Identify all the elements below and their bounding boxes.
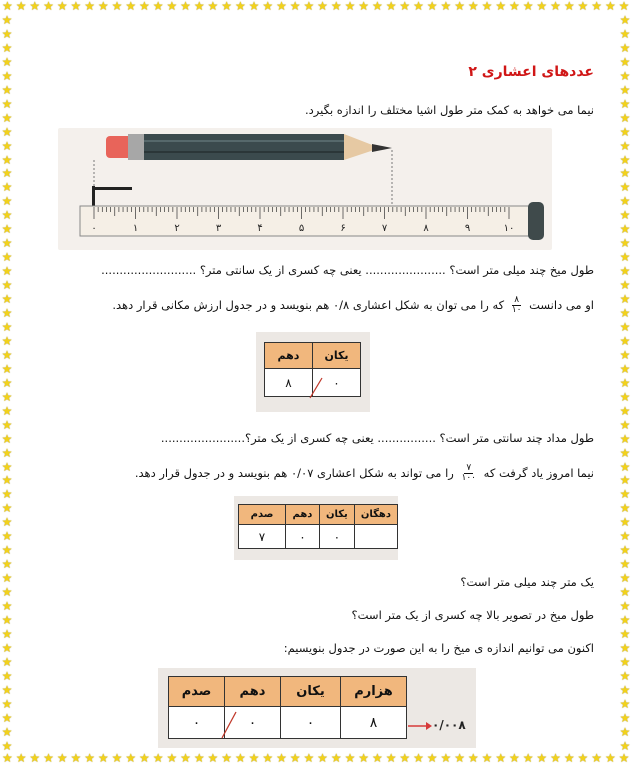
ruler-label: ۷ [381,223,388,234]
star-icon: ★ [303,0,315,13]
star-icon: ★ [207,751,219,765]
star-icon: ★ [1,124,13,139]
place-value-table-3 [168,676,341,739]
star-icon: ★ [619,26,631,41]
star-icon: ★ [1,40,13,55]
star-icon: ★ [1,599,13,614]
star-icon: ★ [495,751,507,765]
table1-cell-tenths: ۸ [265,369,313,397]
star-icon: ★ [97,0,109,13]
star-icon: ★ [1,668,13,683]
star-icon: ★ [84,751,95,765]
p1-before: او می دانست [529,298,594,312]
star-icon: ★ [619,599,631,614]
star-icon: ★ [1,626,13,641]
star-icon: ★ [1,152,13,167]
star-icon: ★ [70,751,82,765]
star-icon: ★ [577,0,589,13]
table3-header-thousandths: هزارم [341,677,407,707]
star-icon: ★ [618,0,630,13]
star-icon: ★ [619,682,631,697]
star-icon: ★ [619,138,631,153]
place-value-table-2-photo [234,496,398,560]
star-icon: ★ [1,333,13,348]
ruler-label: ۶ [340,223,346,234]
star-icon: ★ [1,710,13,725]
star-icon: ★ [619,54,631,69]
star-icon: ★ [1,361,13,376]
star-icon: ★ [344,0,356,13]
star-icon: ★ [1,738,13,753]
star-icon: ★ [619,13,631,27]
star-icon: ★ [1,403,13,418]
table3-cell-ones: ۰ [281,707,341,739]
pencil-ferrule [128,134,144,160]
star-icon: ★ [619,403,631,418]
ruler-label: ۹ [464,223,471,234]
star-icon: ★ [1,654,13,669]
star-icon: ★ [618,751,630,765]
instruction-write-in-table: اکنون می توانیم اندازه ی میخ را به این صورت در جدول بنویسیم: [283,641,594,655]
star-icon: ★ [1,264,13,279]
decimal-slash-3 [220,710,238,740]
star-icon: ★ [1,417,13,432]
star-icon: ★ [1,724,13,739]
star-icon: ★ [1,375,13,390]
star-icon: ★ [385,751,397,765]
place-value-table-3-thousandths [340,676,407,739]
star-icon: ★ [1,82,13,97]
table2-cell-ones: ۰ [319,525,354,549]
star-icon: ★ [166,0,178,13]
star-icon: ★ [193,0,205,13]
star-icon: ★ [619,640,631,655]
p1-after: که را می توان به شکل اعشاری ۰/۸ هم بنویسد و در جدول ارزش مکانی قرار دهد. [112,298,505,312]
star-icon: ★ [619,487,631,502]
star-icon: ★ [619,417,631,432]
star-icon: ★ [43,0,54,13]
star-icon: ★ [550,751,561,765]
question-pencil-cm: طول مداد چند سانتی متر است؟ ................ یعنی چه کسری از یک متر؟....................... [160,431,594,445]
ruler-label: ۰ [91,223,97,234]
star-icon: ★ [276,751,287,765]
star-icon: ★ [619,68,631,83]
star-icon: ★ [180,0,191,13]
star-icon: ★ [70,0,82,13]
ruler-label: ۲ [174,223,180,234]
star-icon: ★ [619,501,631,516]
question-nail-fraction-meter: طول میخ در تصویر بالا چه کسری از یک متر است؟ [351,608,594,622]
star-icon: ★ [619,222,631,237]
p2-after: را می تواند به شکل اعشاری ۰/۰۷ هم بنویسد و در جدول قرار دهد. [134,466,454,480]
star-icon: ★ [2,0,13,13]
star-icon: ★ [481,751,493,765]
table2-cell-tens [354,525,397,549]
star-icon: ★ [317,0,328,13]
star-icon: ★ [619,543,631,558]
star-icon: ★ [221,751,233,765]
star-icon: ★ [619,459,631,474]
star-icon: ★ [619,515,631,530]
paragraph-fraction-8-10 [112,296,594,315]
ruler-end-cap [528,202,544,240]
table3-header-tenths: دهم [225,677,281,707]
star-icon: ★ [139,0,150,13]
star-icon: ★ [467,751,479,765]
table2-header-tenths: دهم [286,505,320,525]
star-icon: ★ [426,751,438,765]
star-icon: ★ [454,751,465,765]
star-icon: ★ [303,751,315,765]
star-icon: ★ [399,0,411,13]
star-icon: ★ [509,751,520,765]
decimal-result: ۰/۰۰۸ [432,718,466,732]
table3-header-ones: یکان [281,677,341,707]
star-icon: ★ [221,0,233,13]
star-icon: ★ [619,654,631,669]
star-icon: ★ [1,208,13,223]
star-icon: ★ [619,82,631,97]
arrow-icon [408,720,432,732]
star-icon: ★ [619,710,631,725]
star-icon: ★ [1,529,13,544]
star-icon: ★ [467,0,479,13]
star-icon: ★ [371,751,383,765]
star-icon: ★ [536,0,548,13]
star-icon: ★ [619,292,631,307]
star-icon: ★ [1,445,13,460]
star-border-right [618,14,632,752]
table2-header-tens: دهگان [354,505,397,525]
star-icon: ★ [619,110,631,125]
pencil-ruler-illustration [58,128,552,250]
ruler-label: ۴ [257,223,263,234]
star-icon: ★ [619,557,631,572]
star-icon: ★ [248,0,260,13]
table2-header-ones: یکان [319,505,354,525]
star-icon: ★ [1,557,13,572]
place-value-table-3-photo [158,668,476,748]
star-icon: ★ [1,110,13,125]
star-icon: ★ [1,319,13,334]
star-icon: ★ [152,751,164,765]
star-icon: ★ [330,0,342,13]
star-icon: ★ [1,222,13,237]
star-icon: ★ [262,751,274,765]
star-icon: ★ [619,529,631,544]
fraction-7-100: $\frac{۷}{۱۰۰}$ [461,463,477,483]
star-icon: ★ [2,751,13,765]
star-icon: ★ [1,250,13,265]
star-icon: ★ [56,751,68,765]
star-icon: ★ [619,668,631,683]
ruler-label: ۱ [132,223,139,234]
page-title: عددهای اعشاری ۲ [468,64,594,80]
table1-header-ones: یکان [313,343,361,369]
star-icon: ★ [619,696,631,711]
star-icon: ★ [619,361,631,376]
star-icon: ★ [276,0,287,13]
star-icon: ★ [536,751,548,765]
star-icon: ★ [1,166,13,181]
star-icon: ★ [495,0,507,13]
star-icon: ★ [97,751,109,765]
pencil-lead [372,144,392,152]
star-icon: ★ [1,138,13,153]
star-icon: ★ [619,180,631,195]
star-icon: ★ [15,751,27,765]
star-icon: ★ [1,585,13,600]
star-icon: ★ [43,751,54,765]
star-icon: ★ [358,751,370,765]
star-icon: ★ [1,682,13,697]
star-icon: ★ [1,13,13,27]
intro-text: نیما می خواهد به کمک متر طول اشیا مختلف را اندازه بگیرد. [305,103,594,117]
star-icon: ★ [289,751,301,765]
star-icon: ★ [385,0,397,13]
star-icon: ★ [563,0,575,13]
star-icon: ★ [619,250,631,265]
star-icon: ★ [234,751,246,765]
star-icon: ★ [619,571,631,586]
ruler-label: ۳ [215,223,222,234]
star-icon: ★ [619,612,631,627]
star-icon: ★ [111,0,123,13]
star-icon: ★ [399,751,411,765]
star-border-bottom [0,752,632,766]
star-icon: ★ [619,333,631,348]
star-icon: ★ [1,459,13,474]
star-icon: ★ [1,194,13,209]
table2-cell-hundredths: ۷ [239,525,286,549]
star-icon: ★ [619,389,631,404]
table1-cell-ones: ۰ [313,369,361,397]
star-icon: ★ [1,696,13,711]
star-icon: ★ [509,0,520,13]
star-icon: ★ [152,0,164,13]
star-icon: ★ [577,751,589,765]
ruler-label: ۸ [423,223,429,234]
star-icon: ★ [1,640,13,655]
star-icon: ★ [1,278,13,293]
star-icon: ★ [604,0,616,13]
star-icon: ★ [619,264,631,279]
star-icon: ★ [234,0,246,13]
star-icon: ★ [454,0,465,13]
star-icon: ★ [1,612,13,627]
decimal-slash-1 [308,376,324,400]
star-icon: ★ [522,751,534,765]
place-value-table-2 [238,504,398,549]
star-icon: ★ [619,194,631,209]
star-icon: ★ [619,473,631,488]
star-icon: ★ [619,236,631,251]
star-icon: ★ [619,96,631,111]
star-icon: ★ [193,751,205,765]
star-icon: ★ [619,319,631,334]
star-icon: ★ [619,585,631,600]
star-icon: ★ [1,68,13,83]
table2-header-hundredths: صدم [239,505,286,525]
star-icon: ★ [317,751,328,765]
table3-cell-hundredths: ۰ [169,707,225,739]
star-icon: ★ [619,724,631,739]
star-icon: ★ [1,306,13,321]
star-icon: ★ [619,375,631,390]
star-icon: ★ [248,751,260,765]
star-icon: ★ [426,0,438,13]
star-icon: ★ [619,278,631,293]
star-icon: ★ [29,751,41,765]
star-icon: ★ [29,0,41,13]
star-icon: ★ [619,306,631,321]
star-icon: ★ [1,236,13,251]
star-border-left [0,14,14,752]
star-icon: ★ [56,0,68,13]
star-icon: ★ [111,751,123,765]
star-icon: ★ [1,487,13,502]
table3-header-hundredths: صدم [169,677,225,707]
star-icon: ★ [413,751,424,765]
star-icon: ★ [619,626,631,641]
star-icon: ★ [619,208,631,223]
star-icon: ★ [619,166,631,181]
star-icon: ★ [84,0,95,13]
star-icon: ★ [1,431,13,446]
star-icon: ★ [591,0,602,13]
star-icon: ★ [1,180,13,195]
star-icon: ★ [481,0,493,13]
star-icon: ★ [1,571,13,586]
star-icon: ★ [522,0,534,13]
table3-cell-thousandths: ۸ [341,707,407,739]
star-icon: ★ [180,751,191,765]
ruler-label: ۱۰ [503,223,515,234]
star-icon: ★ [619,738,631,753]
star-icon: ★ [125,751,137,765]
star-icon: ★ [1,54,13,69]
ruler-label: ۵ [298,223,305,234]
table3-cell-tenths: ۰ [225,707,281,739]
star-icon: ★ [591,751,602,765]
star-icon: ★ [1,96,13,111]
star-icon: ★ [1,515,13,530]
star-icon: ★ [358,0,370,13]
fraction-8-10: $\frac{۸}{۱۰}$ [511,295,522,315]
p2-before: نیما امروز یاد گرفت که [483,466,594,480]
star-icon: ★ [619,124,631,139]
star-icon: ★ [440,751,452,765]
question-meter-mm: یک متر چند میلی متر است؟ [460,575,594,589]
star-icon: ★ [563,751,575,765]
star-icon: ★ [413,0,424,13]
question-nail-mm: طول میخ چند میلی متر است؟ ...................... یعنی چه کسری از یک سانتی متر؟ .......................... [101,263,594,277]
star-icon: ★ [1,26,13,41]
star-icon: ★ [440,0,452,13]
star-icon: ★ [262,0,274,13]
star-icon: ★ [619,347,631,362]
star-icon: ★ [125,0,137,13]
star-icon: ★ [344,751,356,765]
star-icon: ★ [619,445,631,460]
star-icon: ★ [289,0,301,13]
star-icon: ★ [166,751,178,765]
star-icon: ★ [604,751,616,765]
table1-header-tenths: دهم [265,343,313,369]
place-value-table-1-photo [256,332,370,412]
star-border-top [0,0,632,14]
star-icon: ★ [619,431,631,446]
star-icon: ★ [1,347,13,362]
table2-cell-tenths: ۰ [286,525,320,549]
pencil-body [144,134,344,160]
paragraph-fraction-7-100 [135,464,594,483]
star-icon: ★ [1,543,13,558]
star-icon: ★ [1,501,13,516]
star-icon: ★ [371,0,383,13]
star-icon: ★ [207,0,219,13]
star-icon: ★ [1,292,13,307]
star-icon: ★ [1,389,13,404]
star-icon: ★ [619,40,631,55]
star-icon: ★ [619,152,631,167]
star-icon: ★ [139,751,150,765]
star-icon: ★ [1,473,13,488]
star-icon: ★ [330,751,342,765]
nail [92,187,132,190]
star-icon: ★ [550,0,561,13]
pencil-ruler-image [58,128,552,250]
star-icon: ★ [15,0,27,13]
